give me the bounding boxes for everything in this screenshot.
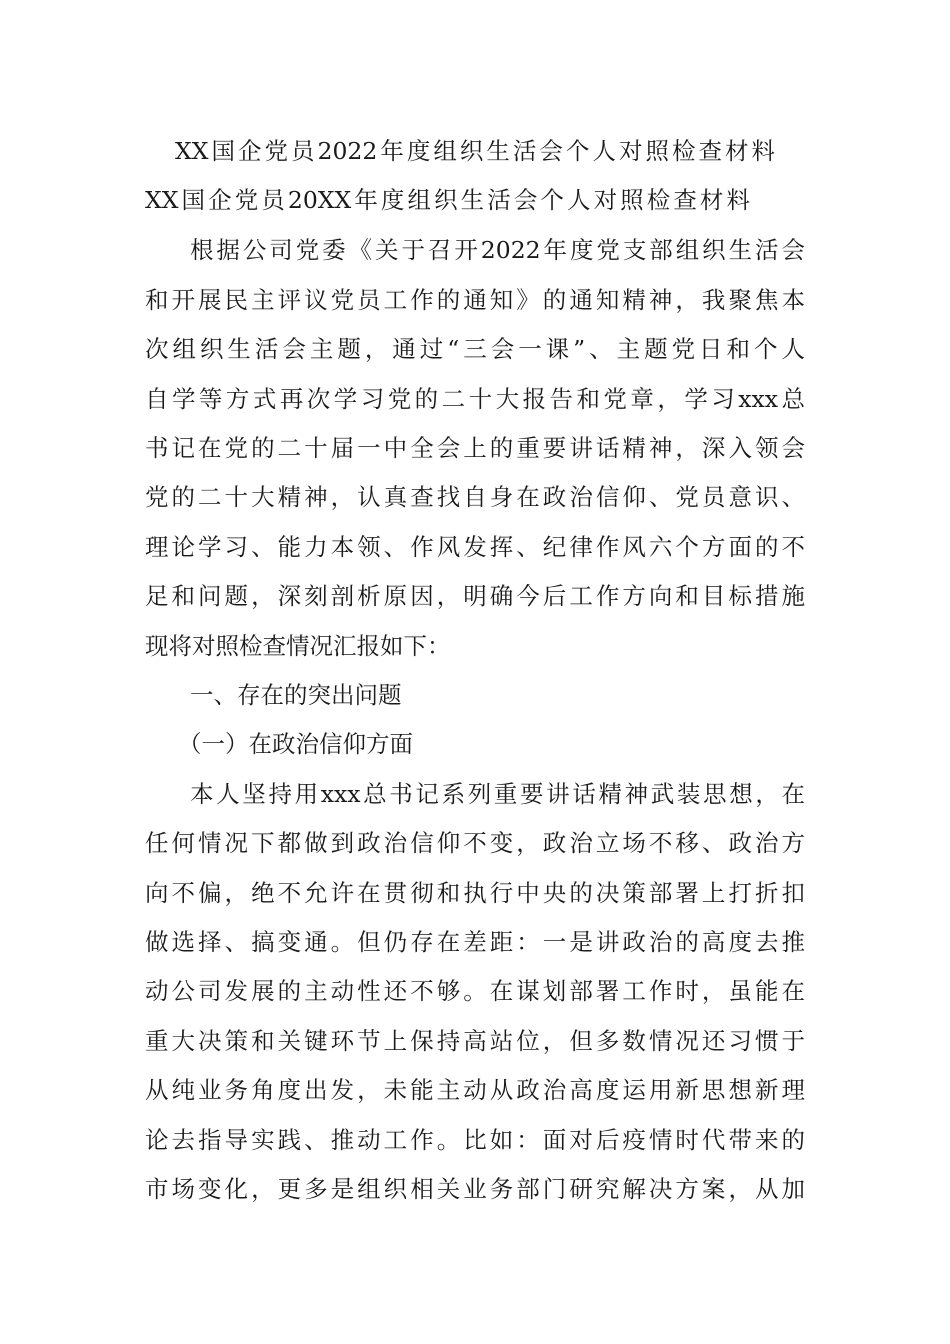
- intro-paragraph-line: 党的二十大精神，认真查找自身在政治信仰、党员意识、: [145, 483, 805, 511]
- body-paragraph-line: 动公司发展的主动性还不够。在谋划部署工作时，虽能在: [145, 977, 805, 1005]
- intro-paragraph-line: 现将对照检查情况汇报如下：: [145, 632, 451, 660]
- intro-paragraph-line: 足和问题，深刻剖析原因，明确今后工作方向和目标措施: [145, 582, 805, 610]
- body-paragraph-line: 从纯业务角度出发，未能主动从政治高度运用新思想新理: [145, 1076, 805, 1104]
- section-heading: 一、存在的突出问题: [190, 681, 402, 709]
- body-paragraph-line: 论去指导实践、推动工作。比如：面对后疫情时代带来的: [145, 1126, 805, 1154]
- intro-paragraph-line: 自学等方式再次学习党的二十大报告和党章，学习xxx总: [145, 385, 805, 413]
- document-title-line-1: XX国企党员2022年度组织生活会个人对照检查材料: [175, 137, 775, 165]
- body-paragraph-line: 任何情况下都做到政治信仰不变，政治立场不移、政治方: [145, 829, 805, 857]
- body-paragraph-line: 做选择、搞变通。但仍存在差距：一是讲政治的高度去推: [145, 928, 805, 956]
- subsection-heading: （一）在政治信仰方面: [178, 730, 413, 758]
- body-paragraph-line: 本人坚持用xxx总书记系列重要讲话精神武装思想，在: [190, 780, 805, 808]
- intro-paragraph-line: 和开展民主评议党员工作的通知》的通知精神，我聚焦本: [145, 286, 805, 314]
- intro-paragraph-line: 根据公司党委《关于召开2022年度党支部组织生活会: [190, 236, 805, 264]
- body-paragraph-line: 重大决策和关键环节上保持高站位，但多数情况还习惯于: [145, 1027, 805, 1055]
- intro-paragraph-line: 书记在党的二十届一中全会上的重要讲话精神，深入领会: [145, 434, 805, 462]
- document-title-line-2: XX国企党员20XX年度组织生活会个人对照检查材料: [145, 186, 750, 214]
- intro-paragraph-line: 次组织生活会主题，通过“三会一课”、主题党日和个人: [145, 335, 805, 363]
- body-paragraph-line: 向不偏，绝不允许在贯彻和执行中央的决策部署上打折扣: [145, 879, 805, 907]
- body-paragraph-line: 市场变化，更多是组织相关业务部门研究解决方案，从加: [145, 1175, 805, 1203]
- intro-paragraph-line: 理论学习、能力本领、作风发挥、纪律作风六个方面的不: [145, 533, 805, 561]
